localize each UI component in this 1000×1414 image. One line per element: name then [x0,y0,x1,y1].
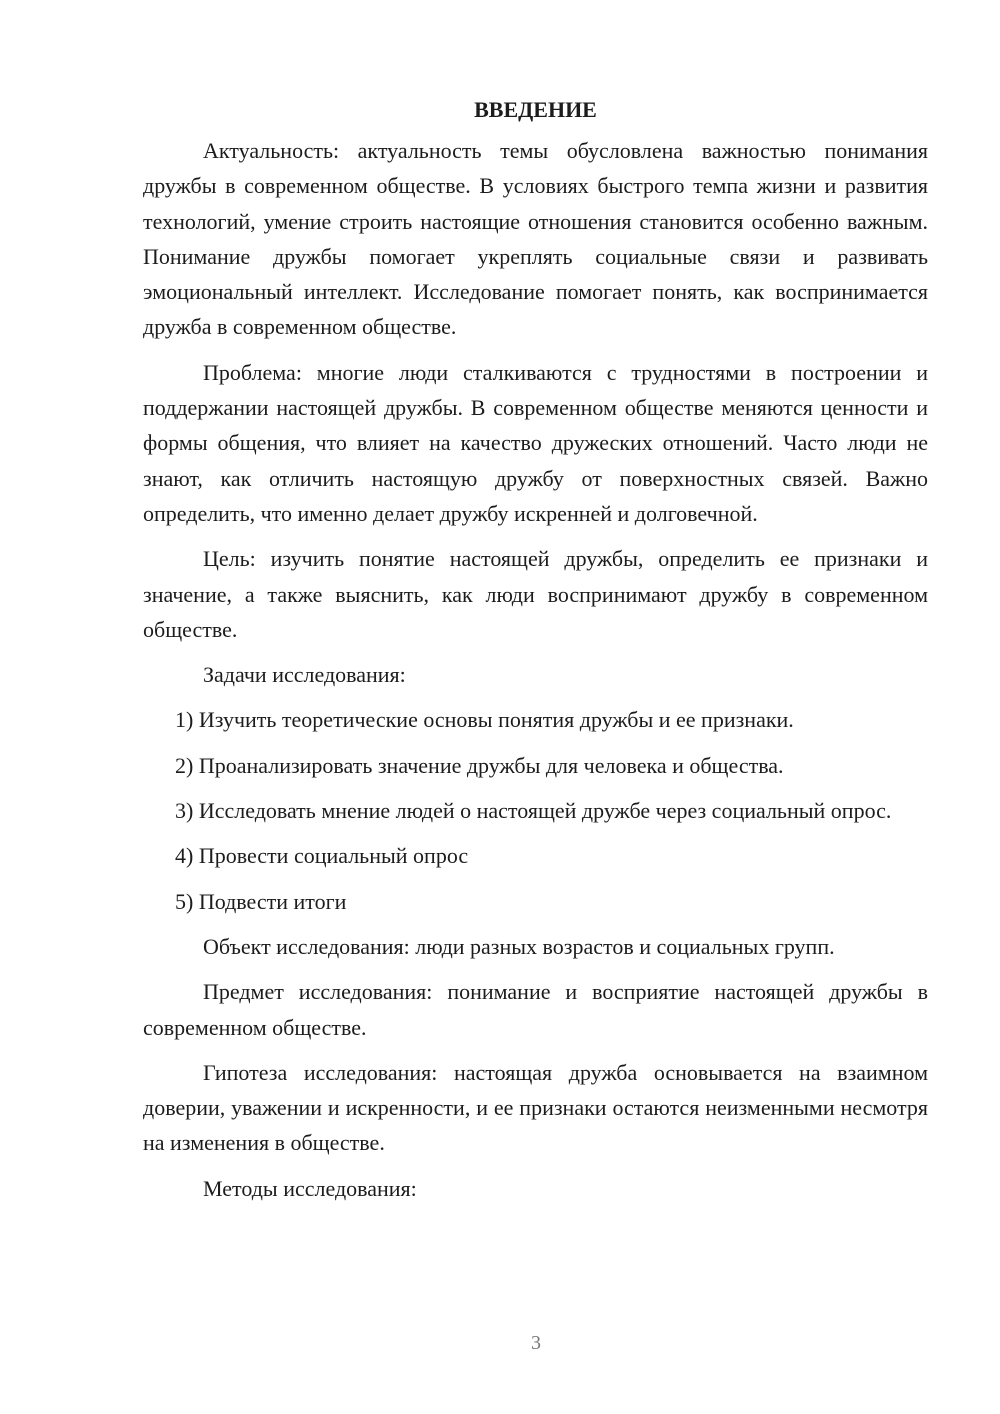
page-number: 3 [531,1332,541,1354]
task-item: 4) Провести социальный опрос [175,843,469,869]
task-item: 1) Изучить теоретические основы понятия дружбы и ее признаки. [175,707,794,733]
problem-paragraph: Проблема: многие люди сталкиваются с трудностями в построении и поддержании настоящей дружбы. В современном обществе меняются ценности и формы общения, что влияет на качество дружеских отношений. Часто люди не знают, как отличить настоящую дружбу от поверхностных связей. Важно определить, что именно делает дружбу искренней и долговечной. [143,359,928,526]
task-item: 2) Проанализировать значение дружбы для человека и общества. [175,752,784,778]
subject-paragraph: Предмет исследования: понимание и восприятие настоящей дружбы в современном обществе. [143,979,928,1040]
object-paragraph: Объект исследования: люди разных возрастов и социальных групп. [203,933,835,959]
page-content [143,92,928,1216]
tasks-heading: Задачи исследования: [203,662,406,688]
methods-heading: Методы исследования: [203,1175,417,1201]
task-item: 3) Исследовать мнение людей о настоящей дружбе через социальный опрос. [175,798,892,824]
task-item: 5) Подвести итоги [175,888,347,914]
section-title: ВВЕДЕНИЕ [474,97,597,122]
relevance-paragraph: Актуальность: актуальность темы обусловлена важностью понимания дружбы в современном обществе. В условиях быстрого темпа жизни и развития технологий, умение строить настоящие отношения становится особенно важным. Понимание дружбы помогает укреплять социальные связи и развивать эмоциональный интеллект. Исследование помогает понять, как воспринимается дружба в современном обществе. [143,138,928,340]
hypothesis-paragraph: Гипотеза исследования: настоящая дружба основывается на взаимном доверии, уважении и искренности, и ее признаки остаются неизменными несмотря на изменения в обществе. [143,1059,928,1156]
goal-paragraph: Цель: изучить понятие настоящей дружбы, определить ее признаки и значение, а также выяснить, как люди воспринимают дружбу в современном обществе. [143,546,928,642]
